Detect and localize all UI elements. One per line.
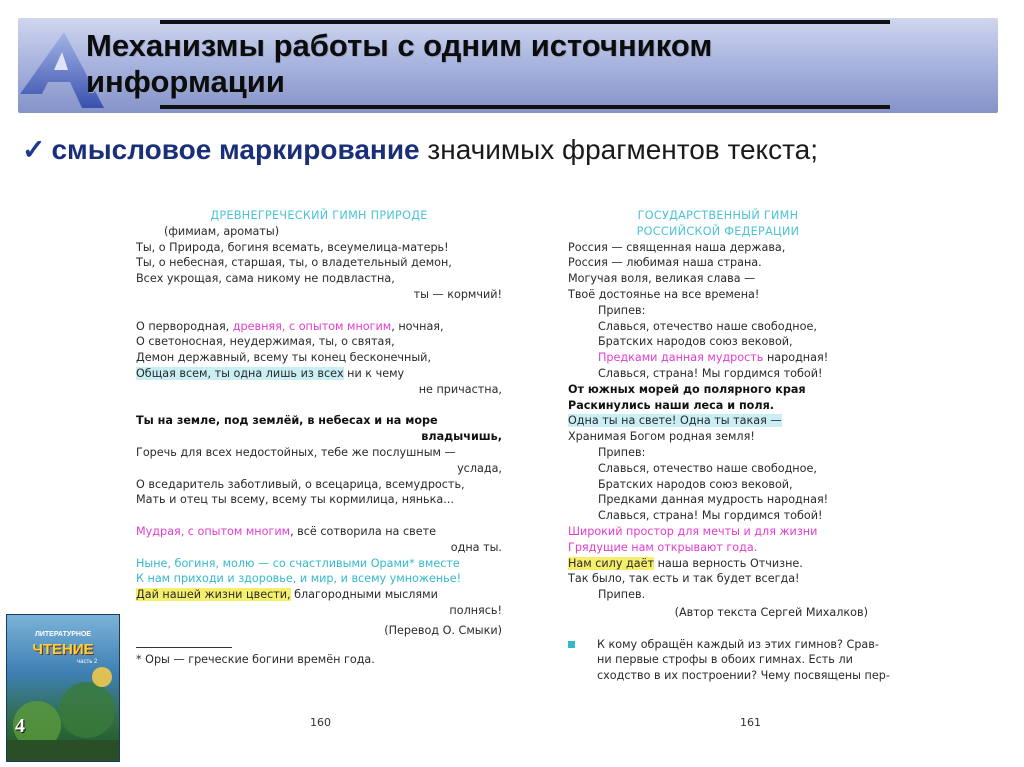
- bullet-point: [22, 130, 818, 170]
- chorus-label: Припев:: [598, 445, 646, 459]
- checkmark-icon: ✓: [22, 134, 46, 165]
- poem-line: Демон державный, всему ты конец бесконечный,: [136, 351, 431, 365]
- anthem-line: Славься, отечество наше свободное,: [598, 461, 817, 475]
- author-credit: (Автор текста Сергей Михалков): [674, 605, 868, 619]
- anthem-line: Могучая воля, великая слава —: [568, 272, 756, 286]
- anthem-line: Хранимая Богом родная земля!: [568, 430, 755, 444]
- highlight-magenta: Предками данная мудрость: [598, 351, 764, 365]
- right-page-heading: РОССИЙСКОЙ ФЕДЕРАЦИИ: [636, 224, 800, 238]
- highlight-cyan: Одна ты на свете! Одна ты такая —: [568, 414, 782, 428]
- highlight-magenta: древняя, с опытом многим: [232, 319, 392, 333]
- question-line: К кому обращён каждый из этих гимнов? Срав-: [568, 637, 868, 653]
- slide-title: [86, 28, 886, 100]
- poem-line: О первородная, древняя, с опытом многим, ночная,: [136, 319, 444, 333]
- poem-line: Горечь для всех недостойных, тебе же послушным —: [136, 445, 456, 459]
- poem-line: Дай нашей жизни цвести, благородными мыслями: [136, 588, 438, 602]
- anthem-line: Предками данная мудрость народная!: [598, 493, 829, 507]
- anthem-line: Раскинулись наши леса и поля.: [568, 398, 774, 412]
- poem-line: Общая всем, ты одна лишь из всех ни к чему: [136, 366, 405, 380]
- anthem-line: Нам силу даёт наша верность Отчизне.: [568, 556, 803, 570]
- bullet-text: значимых фрагментов текста;: [419, 134, 818, 165]
- poem-line: не причастна,: [418, 382, 502, 396]
- cover-title-line1: ЛИТЕРАТУРНОЕ: [34, 631, 92, 638]
- highlight-magenta: Мудрая, с опытом многим: [136, 524, 291, 538]
- page-number-right: 161: [740, 716, 761, 729]
- question-line: сходство в их построении? Чему посвящены пер-: [597, 669, 890, 683]
- book-cover-image: [6, 614, 120, 762]
- poem-line: Ты, о небесная, старшая, ты, о владетельный демон,: [136, 256, 452, 270]
- left-page-subheading: (фимиам, ароматы): [164, 224, 280, 238]
- anthem-line: Твоё достоянье на все времена!: [568, 287, 760, 301]
- cover-subtitle: часть 2: [77, 659, 98, 665]
- poem-line: полнясь!: [449, 603, 502, 617]
- chorus-label: Припев:: [598, 303, 646, 317]
- poem-line: К нам приходи и здоровье, и мир, и всему умноженье!: [136, 572, 462, 586]
- right-page-heading: ГОСУДАРСТВЕННЫЙ ГИМН: [637, 209, 799, 222]
- cover-grade-number: 4: [15, 715, 25, 737]
- footnote-rule: [136, 647, 232, 648]
- anthem-line: Так было, так есть и так будет всегда!: [568, 572, 800, 586]
- poem-line: Мать и отец ты всему, всему ты кормилица, нянька...: [136, 493, 454, 507]
- right-book-page: [568, 208, 890, 684]
- poem-line: владычишь,: [421, 430, 502, 444]
- anthem-line: Россия — священная наша держава,: [568, 240, 786, 254]
- page-number-left: 160: [310, 716, 331, 729]
- anthem-line: Славься, отечество наше свободное,: [598, 319, 817, 333]
- header-rule-top: [160, 20, 890, 24]
- poem-line: О светоносная, неудержимая, ты, о святая,: [136, 335, 395, 349]
- anthem-line: Славься, страна! Мы гордимся тобой!: [598, 509, 823, 523]
- anthem-line: От южных морей до полярного края: [568, 382, 806, 396]
- anthem-line: Предками данная мудрость народная!: [598, 351, 829, 365]
- poem-line: Ныне, богиня, молю — со счастливыми Орами* вместе: [136, 556, 460, 570]
- poem-line: ты — кормчий!: [413, 287, 502, 301]
- highlight-cyan: Общая всем, ты одна лишь из всех: [136, 366, 344, 380]
- anthem-line: Широкий простор для мечты и для жизни: [568, 524, 818, 538]
- chorus-label: Припев.: [598, 588, 646, 602]
- square-bullet-icon: [568, 641, 575, 648]
- cover-title-line2: ЧТЕНИЕ: [32, 641, 94, 658]
- poem-line: Всех укрощая, сама никому не подвластна,: [136, 272, 395, 286]
- anthem-line: Россия — любимая наша страна.: [568, 256, 762, 270]
- poem-line: услада,: [457, 461, 502, 475]
- poem-line: О вседаритель заботливый, о всецарица, всемудрость,: [136, 477, 465, 491]
- poem-line: Мудрая, с опытом многим, всё сотворила на свете: [136, 524, 436, 538]
- question-line: ни первые строфы в обоих гимнах. Есть ли: [597, 653, 853, 667]
- highlight-yellow: Дай нашей жизни цвести,: [136, 588, 291, 602]
- poem-line: Ты на земле, под землёй, в небесах и на море: [136, 414, 438, 428]
- left-book-page: [136, 208, 502, 667]
- highlight-yellow: Нам силу даёт: [568, 556, 655, 570]
- footnote: * Оры — греческие богини времён года.: [136, 652, 375, 666]
- anthem-line: Братских народов союз вековой,: [598, 335, 793, 349]
- anthem-line: Братских народов союз вековой,: [598, 477, 793, 491]
- poem-line: одна ты.: [450, 540, 502, 554]
- anthem-line: Грядущие нам открывают года.: [568, 540, 758, 554]
- poem-line: Ты, о Природа, богиня всемать, всеумелица-матерь!: [136, 240, 449, 254]
- slide-title-line1: Механизмы работы с одним источником: [86, 28, 713, 63]
- translator-credit: (Перевод О. Смыки): [384, 623, 502, 637]
- slide-title-line2: информации: [86, 64, 285, 99]
- left-page-heading: ДРЕВНЕГРЕЧЕСКИЙ ГИМН ПРИРОДЕ: [210, 209, 428, 222]
- header-rule-bottom: [160, 105, 890, 109]
- anthem-line: [568, 413, 868, 429]
- anthem-line: Славься, страна! Мы гордимся тобой!: [598, 366, 823, 380]
- bullet-accent-text: смысловое маркирование: [51, 134, 420, 165]
